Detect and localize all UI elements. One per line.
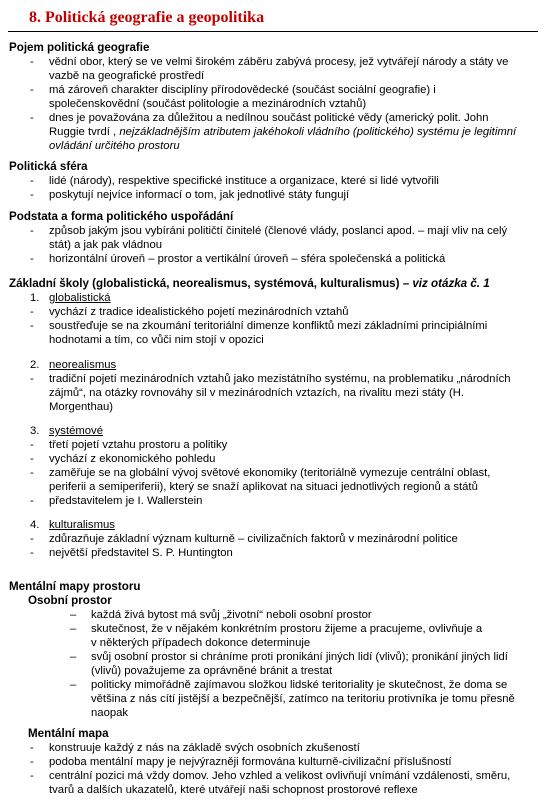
text-run: Ruggie tvrdí ,	[49, 126, 117, 138]
school-title-neorealism: neorealismus	[49, 359, 117, 371]
bullet-dash: -	[30, 756, 34, 768]
bullet-dash: -	[30, 253, 34, 265]
paragraph-line: dnes je považována za důležitou a nedílnou součást politické vědy (americký polit. John	[49, 112, 489, 124]
heading-cross-reference: viz otázka č. 1	[409, 277, 490, 290]
paragraph-line	[49, 139, 180, 153]
paragraph-line: konstruuje každý z nás na základě svých osobních zkušeností	[49, 742, 360, 754]
paragraph-line: politicky mimořádně zajímavou složkou lidské teritoriality je skutečnost, že doma se	[91, 679, 508, 691]
paragraph-line: skutečnost, že v nějakém konkrétním prostoru žijeme a pracujeme, ovlivňuje a	[91, 623, 483, 635]
bullet-dash: -	[30, 189, 34, 201]
paragraph-line: každá živá bytost má svůj „životní“ neboli osobní prostor	[91, 609, 372, 621]
heading-text: Základní školy (globalistická, neorealismus, systémová, kulturalismus) –	[9, 277, 410, 290]
paragraph-line: (vlivů) považujeme za oprávněné bránit a trestat	[91, 665, 333, 677]
paragraph-line: vědní obor, který se ve velmi širokém záběru zabývá procesy, jež vytvářejí národy a státy ve	[49, 56, 509, 68]
list-number: 2.	[30, 359, 40, 371]
school-title-globalist: globalistická	[49, 292, 111, 304]
paragraph-line: zdůrazňuje základní význam kulturně – civilizačních faktorů v mezinárodní politice	[49, 533, 458, 545]
school-title-culturalism: kulturalismus	[49, 519, 115, 531]
paragraph-line: svůj osobní prostor si chráníme proti pronikání jiných lidí (vlivů); pronikání jiných lidí	[91, 651, 508, 663]
heading-mental-maps: Mentální mapy prostoru	[9, 580, 141, 593]
list-number: 1.	[30, 292, 40, 304]
list-number: 3.	[30, 425, 40, 437]
paragraph-line: periferii a semiperiferii), který se snaží aplikovat na situaci jednotlivých regionů a států	[49, 481, 478, 493]
paragraph-line: největší představitel S. P. Huntington	[49, 547, 233, 559]
paragraph-line: představitelem je I. Wallerstein	[49, 495, 203, 507]
paragraph-line: poskytují nejvíce informací o tom, jak jednotlivé státy fungují	[49, 189, 350, 201]
bullet-endash: –	[70, 609, 77, 621]
bullet-dash: -	[30, 84, 34, 96]
page-title: 8. Politická geografie a geopolitika	[29, 9, 265, 26]
title-divider	[8, 31, 538, 32]
paragraph-line: naopak	[91, 707, 129, 719]
paragraph-line: stát) a jak pak vládnou	[49, 239, 163, 251]
paragraph-line: v některých případech dokonce determinuje	[91, 637, 311, 649]
bullet-dash: -	[30, 320, 34, 332]
subheading-personal-space: Osobní prostor	[28, 594, 112, 607]
paragraph-line: většina z nás cítí jistější a bezpečnější, zatímco na teritoriu protivníka je tomu přesně	[91, 693, 515, 705]
heading-political-geography: Pojem politická geografie	[9, 41, 150, 54]
bullet-dash: -	[30, 467, 34, 479]
bullet-dash: -	[30, 533, 34, 545]
paragraph-line: centrální pozici má vždy domov. Jeho vzhled a velikost ovlivňují vnímání vzdálenosti, směru,	[49, 770, 511, 782]
list-number: 4.	[30, 519, 40, 531]
bullet-dash: -	[30, 56, 34, 68]
paragraph-line	[49, 125, 516, 139]
paragraph-line: soustřeďuje se na zkoumání teritoriální dimenze konfliktů mezi základními principiálními	[49, 320, 488, 332]
italic-quote: nejzákladnějším atributem jakéhokoli vládního (politického) systému je legitimní	[116, 126, 517, 138]
paragraph-line: vychází z tradice idealistického pojetí mezinárodních vztahů	[49, 306, 349, 318]
paragraph-line: Morgenthau)	[49, 401, 114, 413]
bullet-dash: -	[30, 439, 34, 451]
bullet-dash: -	[30, 453, 34, 465]
paragraph-line: lidé (národy), respektive specifické instituce a organizace, které si lidé vytvořili	[49, 175, 439, 187]
paragraph-line: způsob jakým jsou vybíráni političtí činitelé (členové vlády, poslanci apod. – mají vliv na celý	[49, 225, 508, 237]
heading-basic-schools	[9, 277, 490, 290]
paragraph-line: společenskovědní (součást politologie a mezinárodních vztahů)	[49, 98, 367, 110]
school-title-systemic: systémové	[49, 425, 103, 437]
bullet-dash: -	[30, 495, 34, 507]
bullet-dash: -	[30, 373, 34, 385]
paragraph-line: podoba mentální mapy je nejvýrazněji formována kulturně-civilizační příslušností	[49, 756, 452, 768]
paragraph-line: tradiční pojetí mezinárodních vztahů jako mezistátního systému, na problematiku „národních	[49, 373, 511, 385]
heading-political-sphere: Politická sféra	[9, 160, 88, 173]
paragraph-line: vychází z ekonomického pohledu	[49, 453, 216, 465]
bullet-endash: –	[70, 679, 77, 691]
paragraph-line: hodnotami a tím, co vůči nim stojí v opozici	[49, 334, 264, 346]
subheading-mental-map: Mentální mapa	[28, 727, 109, 740]
bullet-endash: –	[70, 651, 77, 663]
heading-political-arrangement: Podstata a forma politického uspořádání	[9, 210, 234, 223]
paragraph-line: třetí pojetí vztahu prostoru a politiky	[49, 439, 228, 451]
paragraph-line: zaměřuje se na globální vývoj světové ekonomiky (teritoriálně vymezuje centrální oblast,	[49, 467, 491, 479]
bullet-dash: -	[30, 742, 34, 754]
bullet-dash: -	[30, 225, 34, 237]
paragraph-line: horizontální úroveň – prostor a vertikální úroveň – sféra společenská a politická	[49, 253, 446, 265]
bullet-dash: -	[30, 175, 34, 187]
paragraph-line: vazbě na geografické prostředí	[49, 70, 205, 82]
bullet-dash: -	[30, 547, 34, 559]
bullet-dash: -	[30, 306, 34, 318]
bullet-dash: -	[30, 770, 34, 782]
bullet-endash: –	[70, 623, 77, 635]
paragraph-line: má zároveň charakter disciplíny přírodovědecké (součást sociální geografie) i	[49, 84, 436, 96]
italic-quote: ovládání určitého prostoru	[49, 140, 180, 152]
paragraph-line: zájmů“, na otázky rovnováhy sil v mezinárodních vztazích, na rivalitu mezi státy (H.	[49, 387, 465, 399]
bullet-dash: -	[30, 112, 34, 124]
paragraph-line: tvarů a dalších ukazatelů, které utvářejí naši schopnost prostorové reflexe	[49, 784, 418, 796]
